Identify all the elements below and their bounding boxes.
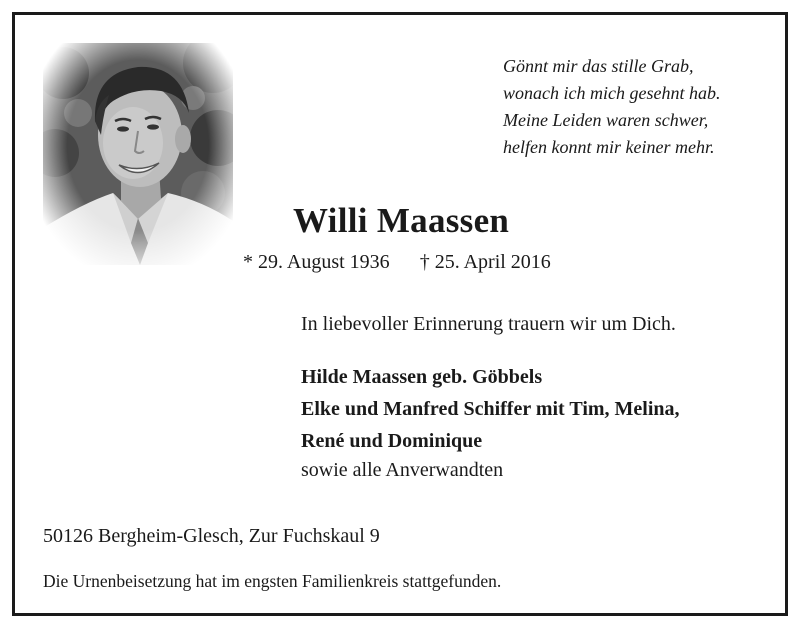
- poem-line: helfen konnt mir keiner mehr.: [503, 137, 715, 157]
- burial-notice: Die Urnenbeisetzung hat im engsten Familienkreis stattgefunden.: [43, 571, 502, 591]
- mourner-line: René und Dominique: [301, 430, 483, 452]
- relatives-line: sowie alle Anverwandten: [301, 459, 504, 481]
- poem-line: Gönnt mir das stille Grab,: [503, 56, 694, 76]
- mourner-line: Elke und Manfred Schiffer mit Tim, Melina,: [301, 398, 680, 420]
- portrait-photo: [43, 43, 233, 265]
- deceased-name: Willi Maassen: [293, 201, 510, 240]
- poem-line: wonach ich mich gesehnt hab.: [503, 83, 721, 103]
- life-dates: [243, 251, 551, 274]
- death-date: † 25. April 2016: [419, 251, 551, 273]
- poem: [503, 53, 783, 161]
- address: 50126 Bergheim-Glesch, Zur Fuchskaul 9: [43, 525, 380, 547]
- mourners-list: [301, 361, 680, 457]
- poem-line: Meine Leiden waren schwer,: [503, 110, 709, 130]
- memory-line: In liebevoller Erinnerung trauern wir um Dich.: [301, 313, 676, 335]
- mourner-line: Hilde Maassen geb. Göbbels: [301, 366, 543, 388]
- obituary-frame: [12, 12, 788, 616]
- birth-date: * 29. August 1936: [243, 251, 390, 273]
